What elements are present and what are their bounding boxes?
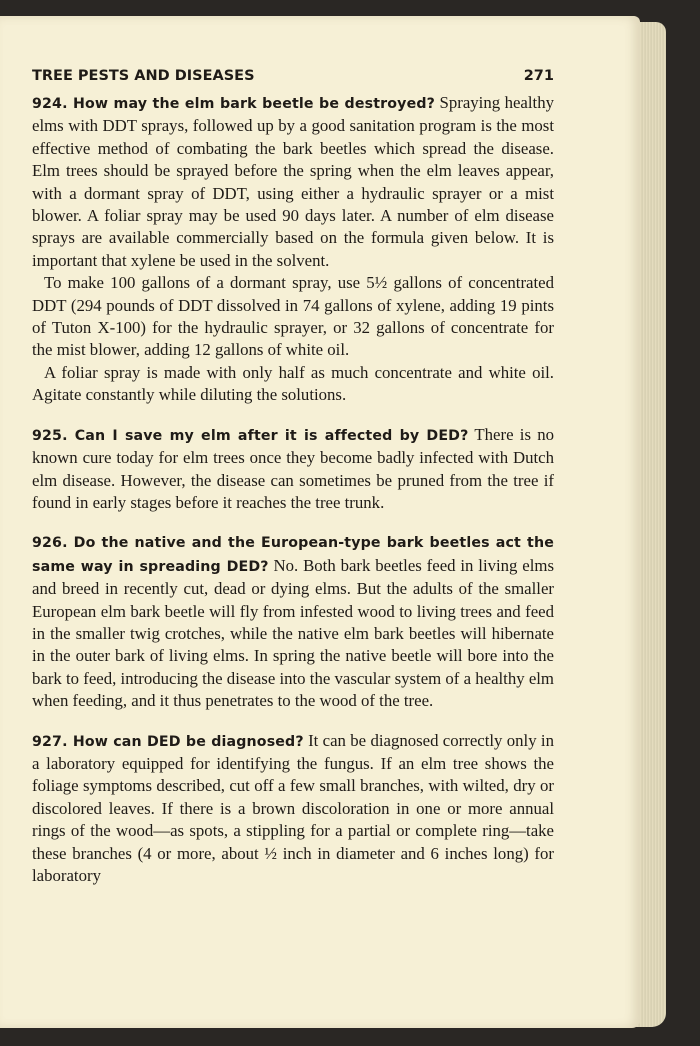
entry-927-paragraph-1: 927. How can DED be diagnosed? It can be diagnosed correctly only in a laboratory equipped for identifying the fungus. If an elm tree shows the foliage symptoms described, cut off a few small branches, with wilted, dry or discolored leaves. If there is a brown discoloration in one or more annual rings of the wood—as spots, a stippling for a partial or complete ring—take these branches (4 or more, about ½ inch in diameter and 6 inches long) for laboratory <box>32 730 554 885</box>
running-head <box>32 68 554 84</box>
entry-925-paragraph-1: 925. Can I save my elm after it is affected by DED? There is no known cure today for elm trees once they become badly infected with Dutch elm disease. However, the disease can sometimes be pruned from the tree if found in early stages before it reaches the tree trunk. <box>32 424 554 512</box>
running-head-title: TREE PESTS AND DISEASES <box>32 68 255 84</box>
entry-924-paragraph-1: 924. How may the elm bark beetle be destroyed? Spraying healthy elms with DDT sprays, followed up by a good sanitation program is the most effective method of combating the bark beetles which spread the disease. Elm trees should be sprayed before the spring when the elm leaves appear, with a dormant spray of DDT, using either a hydraulic sprayer or a mist blower. A foliar spray may be used 90 days later. A number of elm disease sprays are available commercially based on the formula given below. It is important that xylene be used in the solvent. <box>32 93 554 270</box>
entry-926-paragraph-1: 926. Do the native and the European-type bark beetles act the same way in spreading DED? No. Both bark beetles feed in living elms and breed in recently cut, dead or dying elms. But the adults of the smaller European elm bark beetle will fly from infested wood to living trees and feed in the smaller twig crotches, while the native elm bark beetles will hibernate in the outer bark of living elms. In spring the native beetle will bore into the bark to feed, introducing the disease into the vascular system of a healthy elm when feeding, and it thus penetrates to the wood of the tree. <box>32 535 554 711</box>
question-924: 924. How may the elm bark beetle be destroyed? <box>32 96 436 112</box>
question-927: 927. How can DED be diagnosed? <box>32 733 304 750</box>
question-926: 926. Do the native and the European-type bark beetles act the same way in spreading DED? <box>32 535 554 575</box>
question-925: 925. Can I save my elm after it is affected by DED? <box>32 427 469 444</box>
entry-924-paragraph-2: To make 100 gallons of a dormant spray, use 5½ gallons of concentrated DDT (294 pounds of DDT dissolved in 74 gallons of xylene, adding 19 pints of Tuton X-100) for the hydraulic sprayer, or 32 gallons of concentrate for the mist blower, adding 12 gallons of white oil. <box>32 273 554 360</box>
page-content <box>32 68 554 887</box>
book-page <box>0 16 640 1028</box>
page-number: 271 <box>523 68 554 84</box>
entry-924-paragraph-3: A foliar spray is made with only half as much concentrate and white oil. Agitate constantly while diluting the solutions. <box>32 362 554 405</box>
